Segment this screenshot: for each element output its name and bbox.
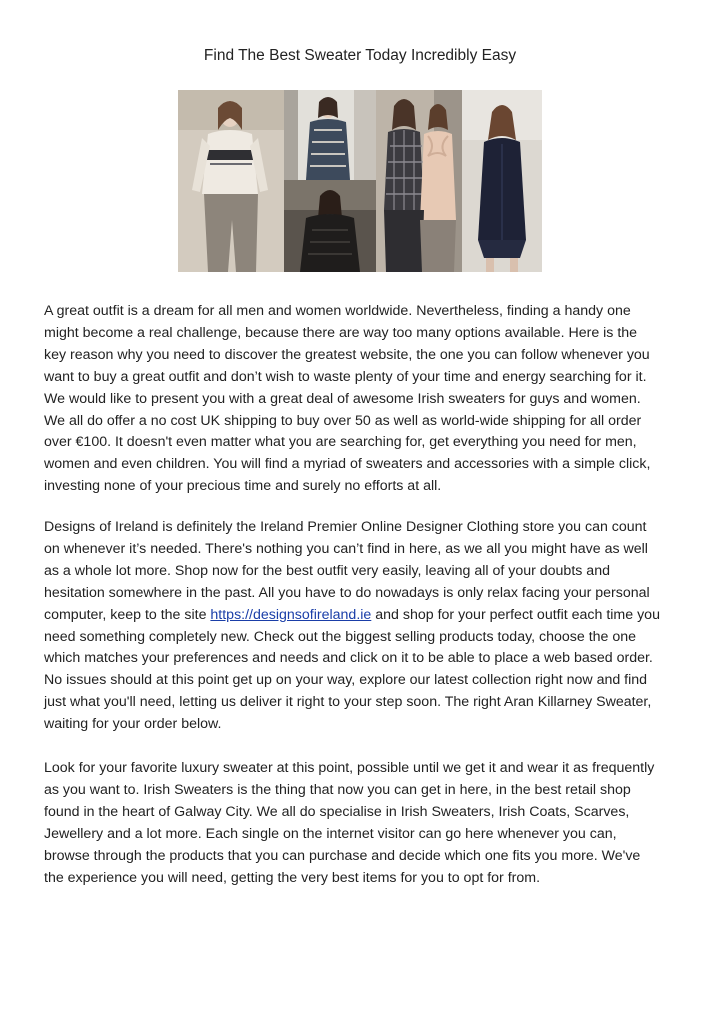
text-before-link: computer, keep to the site [44, 606, 211, 623]
text-line: as you want to. Irish Sweaters is the thing that now you can get in here, in the best retail shop [44, 781, 631, 798]
paragraph-luxury-sweater [44, 758, 684, 889]
text-line: hesitation somewhere in the past. All you have to do nowadays is only relax facing your personal [44, 584, 650, 601]
photo-model-black-knit [284, 180, 376, 272]
photo-model-striped-coat [284, 90, 376, 180]
text-line: Jewellery and a lot more. Each single on the internet visitor can go here whenever you can, [44, 825, 617, 842]
photo-model-plaid-dress [376, 90, 462, 272]
text-line: waiting for your order below. [44, 716, 222, 733]
paragraph-intro [44, 301, 684, 498]
text-line-with-link [44, 605, 684, 627]
text-line: A great outfit is a dream for all men and women worldwide. Nevertheless, finding a handy one [44, 303, 631, 319]
text-line: which matches your preferences and needs and click on it to be able to place a web based order. [44, 650, 653, 667]
text-line: Designs of Ireland is definitely the Ireland Premier Online Designer Clothing store you can count [44, 519, 647, 535]
text-line: just what you'll need, letting us deliver it right to your step soon. The right Aran Killarney Sweater, [44, 694, 652, 711]
text-line: women and even children. You will find a myriad of sweaters and accessories with a simple click, [44, 456, 651, 473]
text-line: We would like to present you with a great deal of awesome Irish sweaters for guys and women. [44, 390, 641, 407]
text-line: the experience you will need, getting the very best items for you to opt for from. [44, 869, 541, 886]
photo-model-aran-sweater [178, 90, 284, 272]
text-line: on whenever it’s needed. There's nothing you can’t find in here, as we all you might have as well [44, 540, 648, 557]
text-line: over €100. It doesn't even matter what you are searching for, get everything you need for men, [44, 434, 637, 451]
designs-of-ireland-link[interactable]: https://designsofireland.ie [210, 606, 372, 623]
text-line: might become a real challenge, because there are way too many options available. Here is the [44, 324, 638, 341]
text-line: need something completely new. Check out the biggest selling products today, choose the one [44, 628, 637, 645]
text-line: investing none of your precious time and surely no efforts at all. [44, 478, 442, 495]
text-line: key reason why you need to discover the greatest website, the one you can follow whenever you [44, 346, 650, 363]
text-line: found in the heart of Galway City. We all do specialise in Irish Sweaters, Irish Coats, Scarves, [44, 803, 630, 820]
text-line: browse through the products that you can purchase and decide which one fits you more. We've [44, 847, 641, 864]
text-line: No issues should at this point get up on your way, explore our latest collection right now and find [44, 672, 648, 689]
fashion-photo-collage [178, 90, 542, 272]
text-line: want to buy a great outfit and don’t wish to waste plenty of your time and energy searching for it. [44, 368, 647, 385]
text-line: Look for your favorite luxury sweater at this point, possible until we get it and wear it as frequently [44, 760, 655, 776]
text-after-link: and shop for your perfect outfit each time you [371, 606, 660, 623]
text-line: We all do offer a no cost UK shipping to buy over 50 as well as world-wide shipping for all order [44, 412, 642, 429]
paragraph-designs-of-ireland [44, 517, 684, 736]
photo-model-navy-dress [462, 90, 542, 272]
text-line: as a whole lot more. Shop now for the best outfit very easily, leaving all of your doubts and [44, 562, 610, 579]
page-title: Find The Best Sweater Today Incredibly Easy [203, 47, 517, 64]
